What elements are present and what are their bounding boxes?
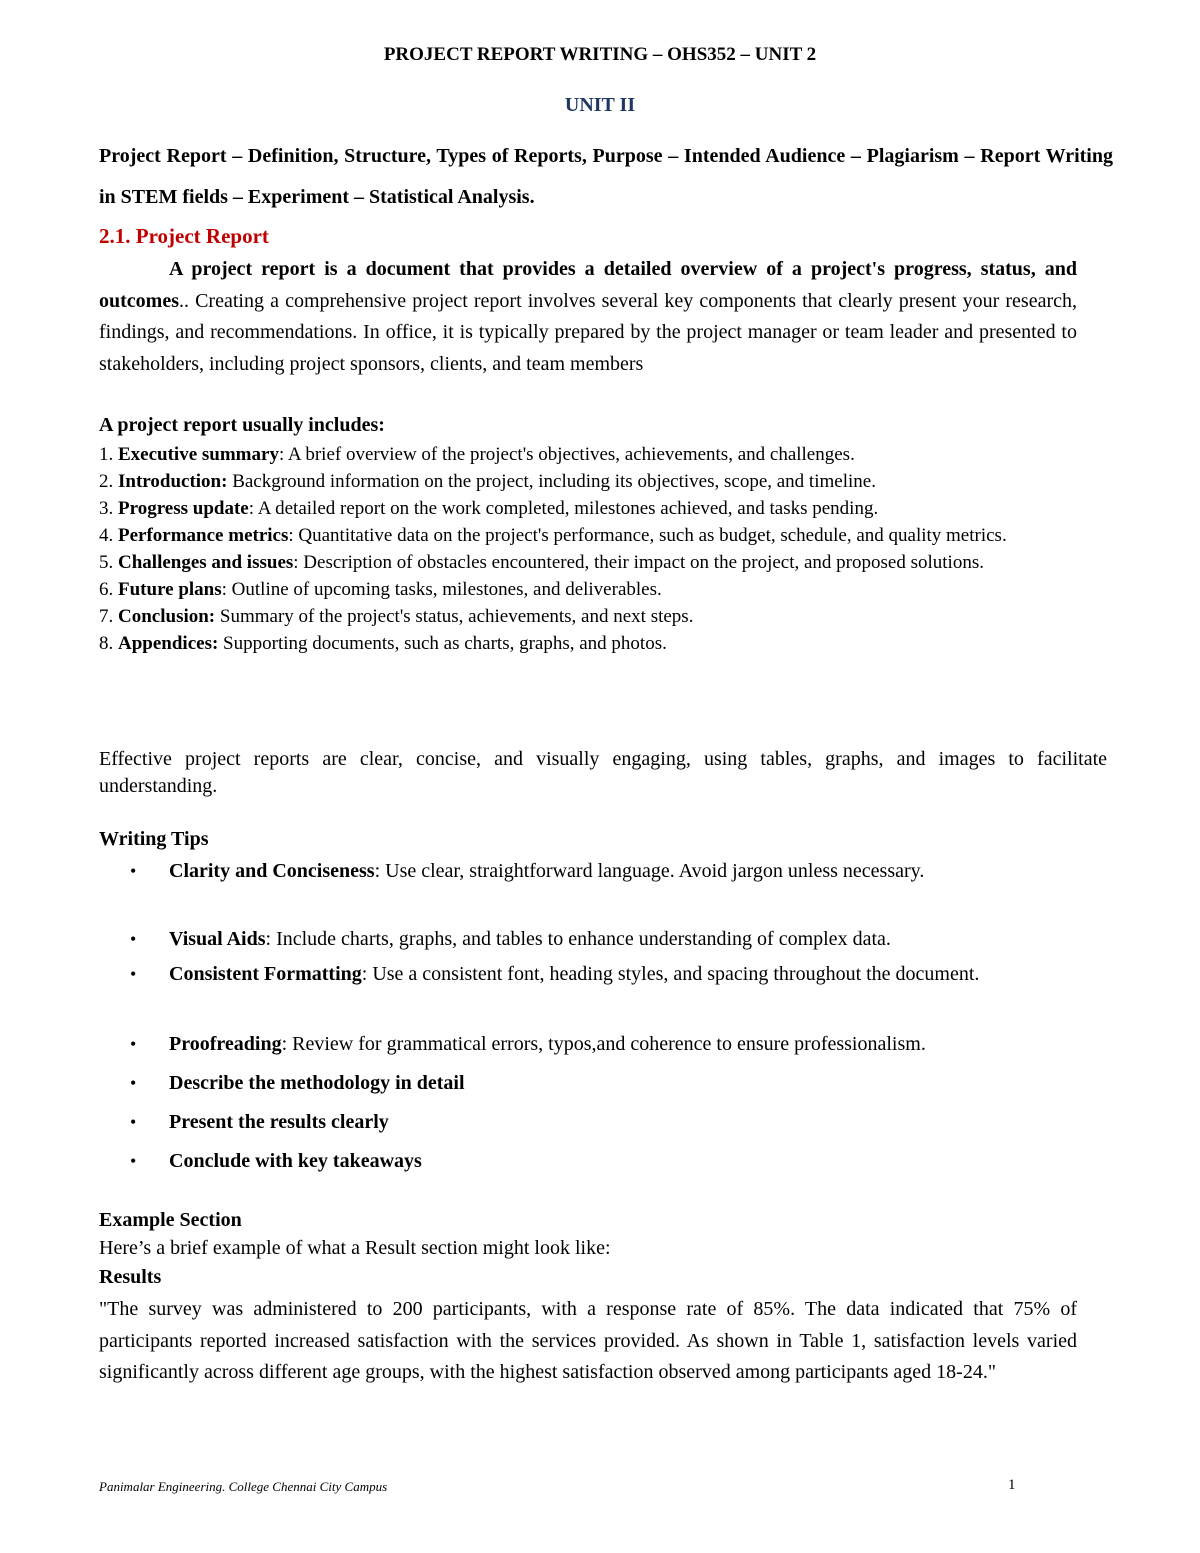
item-desc: : Description of obstacles encountered, their impact on the project, and proposed solutions. [293,552,984,573]
item-number: 1. [99,444,114,465]
list-item [130,959,1030,1021]
results-title: Results [99,1266,162,1288]
item-term: Future plans [118,579,222,600]
footer-institution: Panimalar Engineering. College Chennai City Campus [99,1479,388,1494]
list-item [130,1146,1030,1177]
tip-term: Visual Aids [169,928,266,950]
list-item [130,1107,1030,1138]
list-item [99,576,1089,603]
item-term: Executive summary [118,444,279,465]
intro-bold-text: A project report is a document that provides a detailed overview of a project's progress, status, and outcomes [99,258,1077,312]
tip-desc: : Review for grammatical errors, typos,and coherence to ensure professionalism. [281,1033,926,1055]
tip-term: Proofreading [169,1033,282,1055]
tip-desc: : Use clear, straightforward language. Avoid jargon unless necessary. [374,860,925,882]
item-term: Conclusion: [118,606,216,627]
item-desc: Summary of the project's status, achievements, and next steps. [215,606,694,627]
bullet-icon: • [130,1034,137,1054]
tip-term: Clarity and Conciseness [169,860,375,882]
item-number: 5. [99,552,114,573]
bullet-icon: • [130,1073,137,1093]
item-number: 8. [99,633,114,654]
list-item [99,495,1089,522]
tip-term: Consistent Formatting [169,963,362,985]
item-desc: Supporting documents, such as charts, graphs, and photos. [218,633,667,654]
intro-paragraph [99,254,1077,380]
item-desc: Background information on the project, including its objectives, scope, and timeline. [227,471,876,492]
list-item [99,549,1089,576]
bullet-icon: • [130,1112,137,1132]
item-term: Introduction: [118,471,228,492]
tip-term: Conclude with key takeaways [169,1150,422,1172]
tip-term: Describe the methodology in detail [169,1072,465,1094]
item-desc: : Quantitative data on the project's performance, such as budget, schedule, and quality metrics. [288,525,1007,546]
results-text: "The survey was administered to 200 participants, with a response rate of 85%. The data indicated that 75% of participants reported increased satisfaction with the services provided. As shown in Table 1, satisfaction levels varied significantly across different age groups, with the highest satisfaction observed among participants aged 18-24." [99,1298,1077,1383]
section-heading: 2.1. Project Report [99,224,269,248]
item-term: Appendices: [118,633,219,654]
unit-topics: Project Report – Definition, Structure, Types of Reports, Purpose – Intended Audience – Plagiarism – Report Writing in STEM fields – Experiment – Statistical Analysis. [99,145,1113,208]
item-number: 4. [99,525,114,546]
bullet-icon: • [130,1151,137,1171]
item-desc: : Outline of upcoming tasks, milestones, and deliverables. [221,579,662,600]
writing-tips-title: Writing Tips [99,828,209,850]
list-item [130,1029,1030,1060]
writing-tips-list [130,856,1030,1177]
item-number: 2. [99,471,114,492]
tip-desc: : Include charts, graphs, and tables to enhance understanding of complex data. [265,928,891,950]
item-desc: : A brief overview of the project's objectives, achievements, and challenges. [278,444,855,465]
list-item [99,468,1089,495]
item-number: 7. [99,606,114,627]
bullet-icon: • [130,861,137,881]
includes-list [99,441,1089,657]
example-section-title: Example Section [99,1209,242,1231]
list-item [130,856,1030,918]
list-item [99,441,1089,468]
page-number: 1 [1008,1477,1016,1493]
list-item [99,630,1089,657]
item-desc: : A detailed report on the work completed, milestones achieved, and tasks pending. [248,498,879,519]
item-term: Challenges and issues [118,552,294,573]
example-section-text: Here’s a brief example of what a Result section might look like: [99,1237,611,1259]
bullet-icon: • [130,964,137,984]
item-number: 6. [99,579,114,600]
list-item [99,522,1089,549]
intro-rest-text: .. Creating a comprehensive project report involves several key components that clearly present your research, findings, and recommendations. In office, it is typically prepared by the project manager or team leader and presented to stakeholders, including project sponsors, clients, and team members [99,289,1077,375]
tip-desc: : Use a consistent font, heading styles, and spacing throughout the document. [361,963,980,985]
unit-title: UNIT II [564,94,636,116]
item-number: 3. [99,498,114,519]
page-header: PROJECT REPORT WRITING – OHS352 – UNIT 2 [383,44,817,65]
list-item [99,603,1089,630]
effective-paragraph: Effective project reports are clear, concise, and visually engaging, using tables, graphs, and images to facilitate understanding. [99,748,1107,797]
tip-term: Present the results clearly [169,1111,389,1133]
bullet-icon: • [130,929,137,949]
list-item [130,924,1030,955]
item-term: Progress update [118,498,249,519]
list-item [130,1068,1030,1099]
item-term: Performance metrics [118,525,289,546]
includes-title: A project report usually includes: [99,414,385,436]
